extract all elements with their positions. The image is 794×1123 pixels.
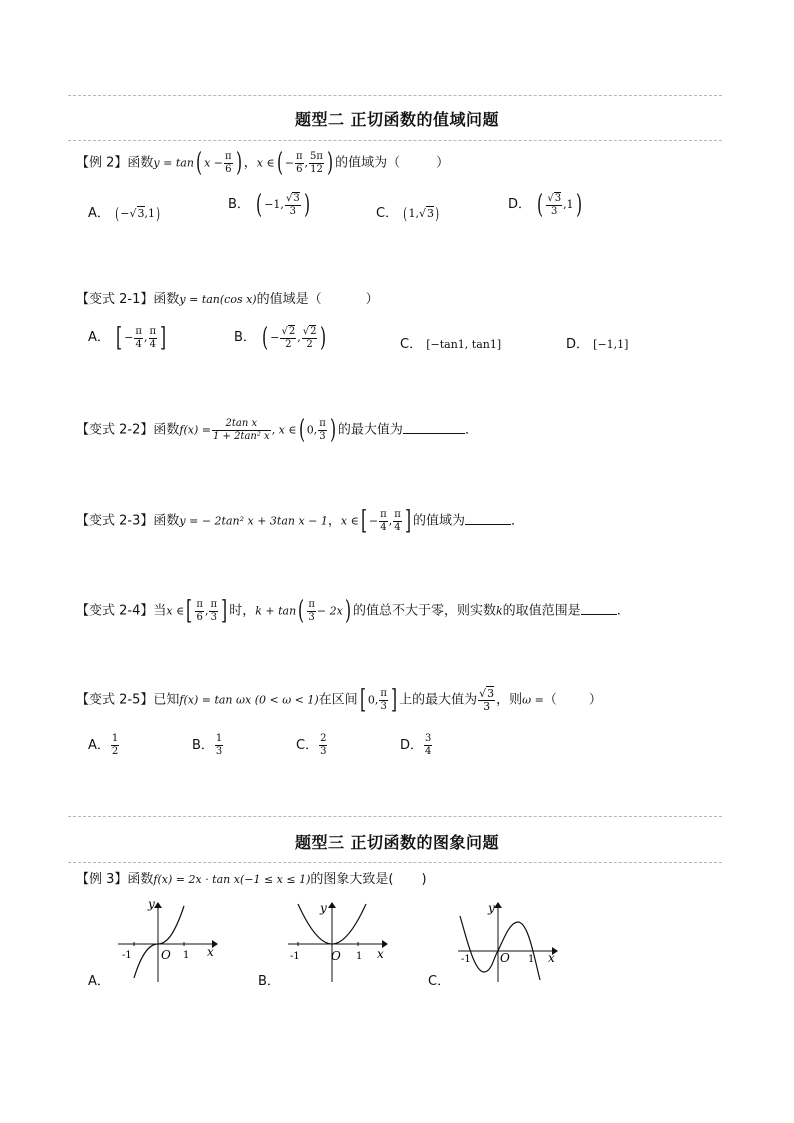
graph-c [452,896,562,984]
option-content: $\frac{1}{3}$ [215,733,223,757]
v21-option-a[interactable] [88,325,168,351]
option-letter: D． [400,738,424,753]
origin-label: O [500,951,510,965]
ex3-option-a[interactable] [88,970,110,989]
variant-2-4-question: 【变式 2-4】当x ∈[ $\frac{\pi}{6}$ , $\frac{\pi}{3}$ ] 时，k + tan( $\frac{\pi}{3}$ − 2x) 的值总不大于零，则实数k的取值范围是 . [76,596,621,626]
math-expr: y = tan [153,156,194,170]
option-letter: C． [428,974,451,989]
section-title-3: 题型三 正切函数的图象问题 [294,833,500,852]
tick-label: 1 [183,950,190,961]
ex2-option-a[interactable] [88,202,161,222]
divider-top [68,95,722,96]
option-letter: A． [88,206,110,221]
y-axis-label: y [320,901,327,915]
ex3-option-b[interactable] [258,970,280,989]
divider-bottom [68,862,722,863]
graph-a [112,896,222,984]
variant-2-5-question: 【变式 2-5】已知f(x) = tan ωx (0 < ω < 1)在区间[ 0, $\frac{\pi}{3}$ ] 上的最大值为 $\frac{√3}{3}$ ，则ω =（ ） [76,685,602,715]
v25-option-a[interactable] [88,733,120,758]
v21-option-c[interactable] [400,333,501,352]
option-content: ( − $\frac{√2}{2}$ , $\frac{√2}{2}$ ) [262,323,327,353]
option-content: $\frac{3}{4}$ [425,733,432,757]
question-label: 【变式 2-2】 [76,422,154,438]
question-label: 【变式 2-4】 [76,603,154,619]
option-content: ( $\frac{√3}{3}$ ,1) [537,190,582,220]
question-label: 【变式 2-3】 [76,513,154,529]
question-text: 函数 [127,155,154,171]
option-letter: A． [88,738,110,753]
y-axis-label: y [148,897,155,911]
question-label: 【例 2】 [76,155,128,171]
graph-b [282,896,392,984]
option-letter: B． [192,738,214,753]
question-label: 【例 3】 [76,872,128,887]
option-letter: B． [228,197,250,212]
divider-top [68,816,722,817]
y-axis-label: y [488,901,495,915]
option-letter: A． [88,974,110,989]
x-axis-label: x [377,947,384,961]
v25-option-c[interactable] [296,733,328,758]
v25-option-b[interactable] [192,733,224,758]
option-content: ( −1, $\frac{√3}{3}$ ) [256,190,310,220]
example-3-question: 【例 3】函数f(x) = 2x · tan x(−1 ≤ x ≤ 1)的图象大致是( ) [76,872,427,887]
option-letter: C． [376,206,399,221]
option-content: $\frac{1}{2}$ [111,733,119,757]
option-content: (−√3,1) [115,204,161,223]
tick-label: 1 [356,951,363,962]
option-content: [ − $\frac{\pi}{4}$ , $\frac{\pi}{4}$ ] [116,323,167,353]
option-content: (1,√3) [403,204,439,223]
v21-option-d[interactable] [566,333,628,352]
fraction: $\frac{\pi}{6}$ [225,150,232,175]
fraction: $\frac{\pi}{6}$ [295,150,303,175]
math-expr: f(x) = tan ωx (0 < ω < 1) [179,693,319,707]
origin-label: O [331,949,341,963]
fraction: $\frac{\text{2tan x}}{\text{1 + 2tan² x}}$ [212,417,270,442]
math-expr: f(x) = 2x · tan x(−1 ≤ x ≤ 1) [153,873,311,886]
ex3-option-c[interactable] [428,970,450,989]
v25-option-d[interactable] [400,733,433,758]
question-label: 【变式 2-1】 [76,292,154,307]
variant-2-1-question: 【变式 2-1】函数y = tan(cos x)的值域是（ ） [76,292,379,307]
divider-bottom [68,140,722,141]
v21-option-b[interactable] [234,325,329,351]
origin-label: O [161,948,171,962]
answer-blank[interactable] [465,524,511,525]
option-letter: B． [258,974,280,989]
ex2-option-c[interactable] [376,202,440,222]
option-content: $\frac{2}{3}$ [320,733,327,757]
answer-blank[interactable] [403,433,465,434]
option-content: [−1,1] [593,338,629,351]
example-2-question: 【例 2】函数y = tan( x − $\frac{\pi}{6}$ ) ，x ∈( − $\frac{\pi}{6}$ , $\frac{5\pi}{12}$ ) 的值域为（ ） [76,148,450,178]
option-letter: C． [400,337,423,352]
math-expr: y = tan(cos x) [179,293,257,306]
option-letter: D． [508,197,532,212]
tick-label: -1 [122,950,132,961]
fraction: $\frac{5\pi}{12}$ [310,150,323,175]
x-axis-label: x [207,945,214,959]
tick-label: -1 [290,951,300,962]
option-content: [−tan1, tan1] [426,338,502,351]
option-letter: A． [88,330,110,345]
option-letter: B． [234,330,256,345]
tick-label: 1 [528,954,535,965]
math-expr: y = − 2tan² x + 3tan x − 1 [179,514,328,528]
variant-2-3-question: 【变式 2-3】函数y = − 2tan² x + 3tan x − 1，x ∈[ − $\frac{\pi}{4}$ , $\frac{\pi}{4}$ ] 的值域为 ． [76,506,524,536]
x-axis-label: x [548,951,555,965]
ex2-option-b[interactable] [228,192,312,218]
tick-label: -1 [461,954,471,965]
question-label: 【变式 2-5】 [76,692,154,708]
section-title-2: 题型二 正切函数的值域问题 [294,110,500,129]
option-letter: D． [566,337,590,352]
variant-2-2-question: 【变式 2-2】函数f(x) = $\frac{\text{2tan x}}{\text{1 + 2tan² x}}$ , x ∈( 0, $\frac{\pi}{3}$ ) 的最大值为 ． [76,415,478,445]
answer-blank[interactable] [581,614,617,615]
ex2-option-d[interactable] [508,192,584,218]
option-letter: C． [296,738,319,753]
